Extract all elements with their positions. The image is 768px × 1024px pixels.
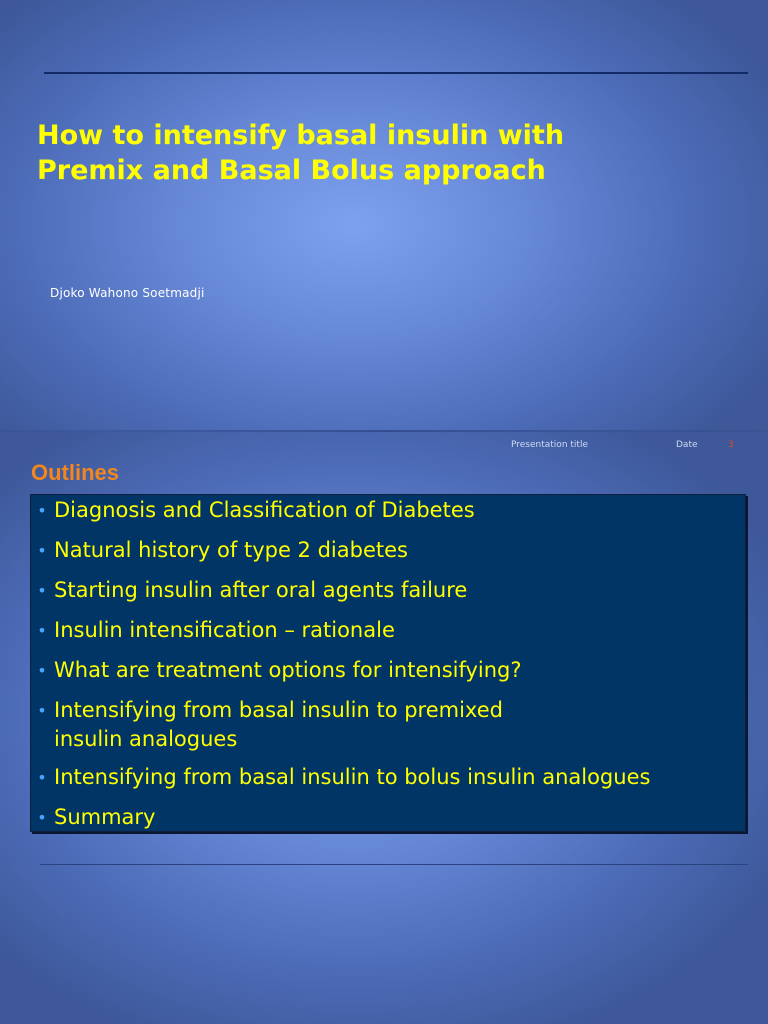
bullet-icon: • [37, 501, 47, 520]
footer-presentation-title: Presentation title [511, 440, 588, 450]
footer-page-number: 3 [728, 440, 734, 450]
bullet-icon: • [37, 581, 47, 600]
bullet-icon: • [37, 701, 47, 720]
outline-box: • Diagnosis and Classification of Diabetes • Natural history of type 2 diabetes • Starting insulin after oral agents failure • Insulin intensification – rationale • What are treatment options for intensifying? • Intensifying from basal insulin to premixed insulin analogues • Intensifying from basal insulin to bolus insulin analogues • Summary [30, 494, 746, 832]
outline-heading: Outlines [31, 460, 120, 485]
slide-title [0, 0, 768, 432]
author-name: Djoko Wahono Soetmadji [50, 286, 205, 300]
bottom-rule [40, 864, 748, 865]
slide-outline [0, 432, 768, 1024]
bullet-icon: • [37, 541, 47, 560]
top-rule [44, 72, 748, 74]
bullet-icon: • [37, 661, 47, 680]
footer-date: Date [676, 440, 698, 450]
bullet-icon: • [37, 808, 47, 827]
bullet-icon: • [37, 768, 47, 787]
bullet-icon: • [37, 621, 47, 640]
slide-title-text: How to intensify basal insulin with Premix and Basal Bolus approach [37, 120, 565, 186]
